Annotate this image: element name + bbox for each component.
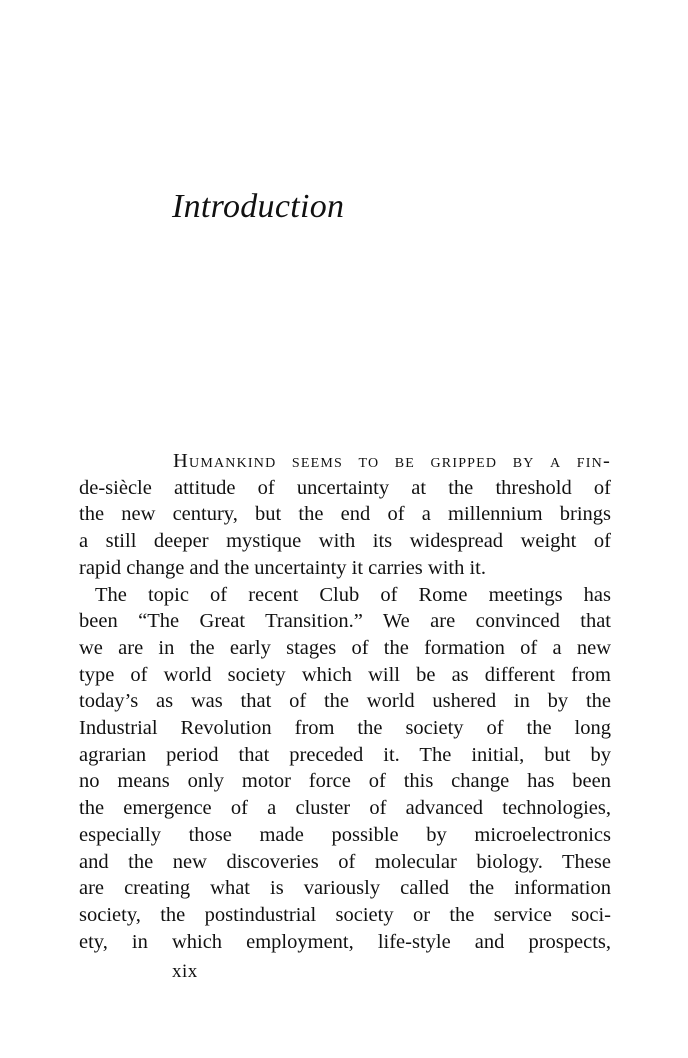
text-line: Industrial Revolution from the society of the long bbox=[79, 717, 611, 740]
chapter-title: Introduction bbox=[172, 188, 345, 225]
text-line: been “The Great Transition.” We are convinced that bbox=[79, 610, 611, 633]
text-line: agrarian period that preceded it. The initial, but by bbox=[79, 743, 611, 766]
small-caps-lead: Humankind seems to be gripped by a fin- bbox=[173, 450, 611, 472]
paragraph-lead-line bbox=[79, 448, 611, 475]
text-line: de-siècle attitude of uncertainty at the threshold of bbox=[79, 476, 611, 499]
text-line: ety, in which employment, life-style and prospects, bbox=[79, 930, 611, 953]
page-number: xix bbox=[172, 961, 198, 982]
text-line: rapid change and the uncertainty it carries with it. bbox=[79, 556, 486, 579]
text-line: we are in the early stages of the formation of a new bbox=[79, 636, 611, 659]
text-line: today’s as was that of the world ushered in by the bbox=[79, 690, 611, 713]
paragraph-2 bbox=[79, 582, 611, 956]
paragraph-1 bbox=[79, 448, 611, 582]
body-text bbox=[79, 448, 611, 955]
text-line: and the new discoveries of molecular biology. These bbox=[79, 850, 611, 873]
text-line: the new century, but the end of a millennium brings bbox=[79, 503, 611, 526]
text-line: type of world society which will be as different from bbox=[79, 663, 611, 686]
text-line: a still deeper mystique with its widespread weight of bbox=[79, 530, 611, 553]
text-line: society, the postindustrial society or the service soci- bbox=[79, 903, 611, 926]
text-line: especially those made possible by microelectronics bbox=[79, 823, 611, 846]
text-line: no means only motor force of this change has been bbox=[79, 770, 611, 793]
text-line: The topic of recent Club of Rome meetings has bbox=[95, 583, 611, 606]
text-line: are creating what is variously called the information bbox=[79, 877, 611, 900]
text-line: the emergence of a cluster of advanced technologies, bbox=[79, 797, 611, 820]
